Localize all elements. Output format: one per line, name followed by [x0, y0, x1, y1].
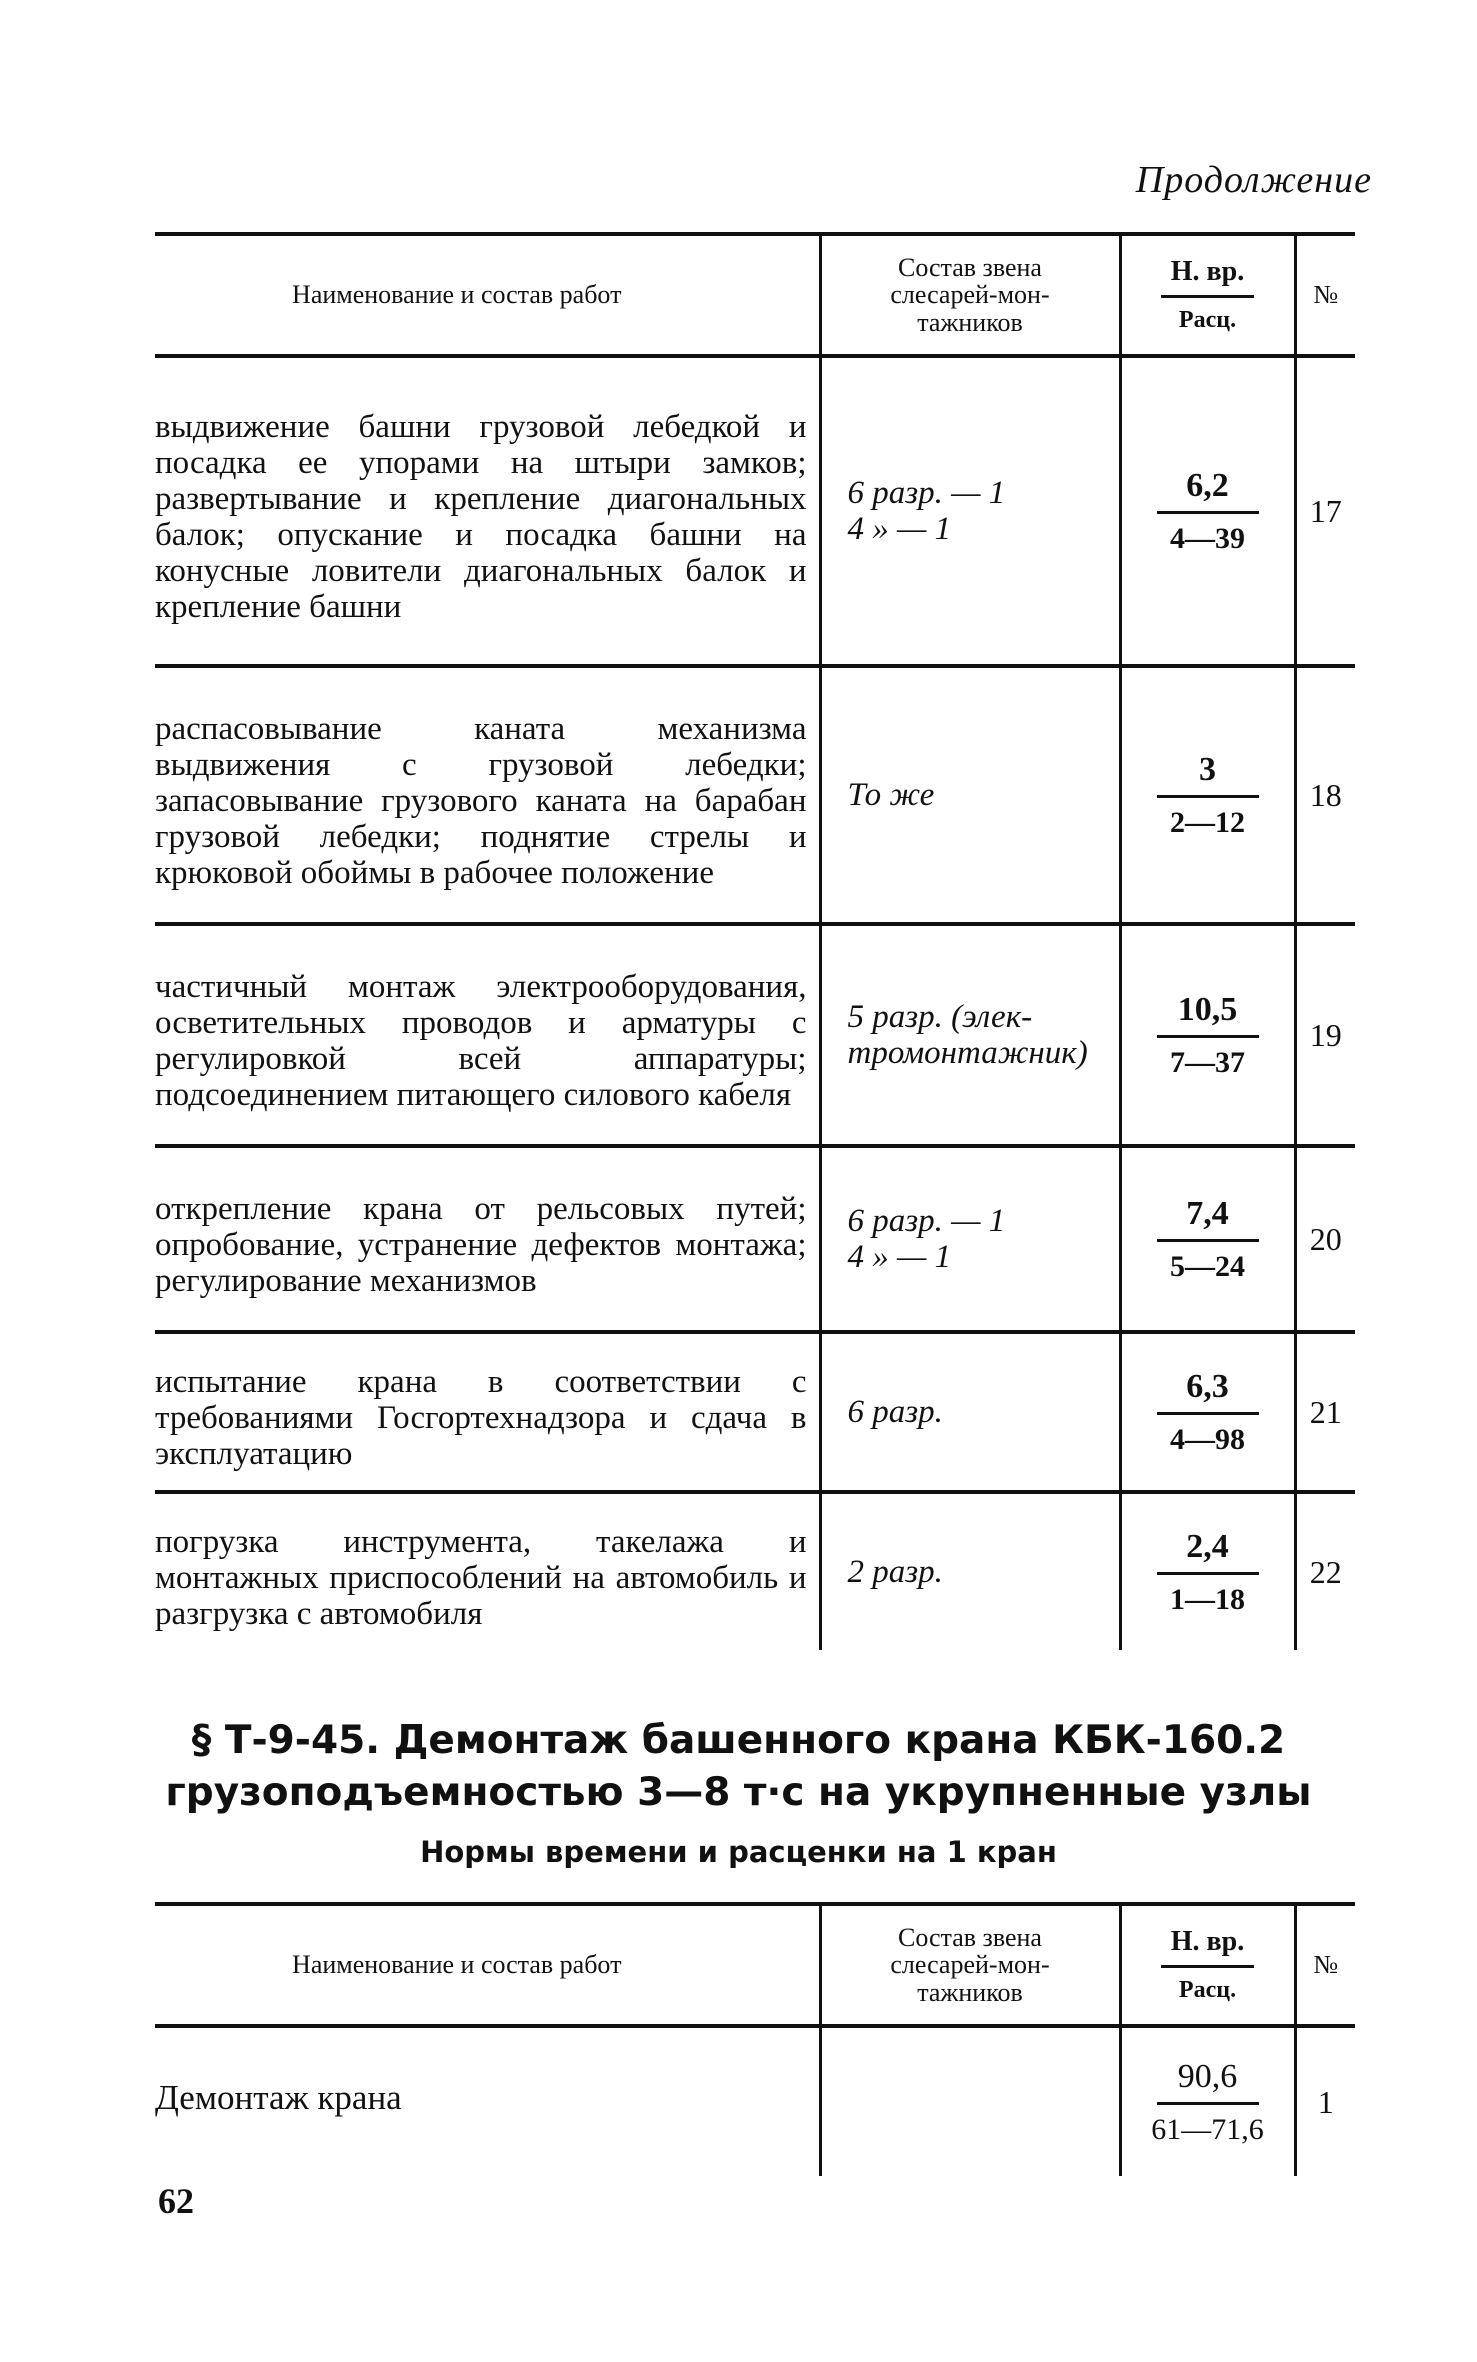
- row-number: 21: [1295, 1332, 1355, 1492]
- row-rate: 5—24: [1170, 1249, 1245, 1283]
- row-crew: [820, 666, 1120, 924]
- header-norm-time: Н. вр.: [1161, 257, 1254, 297]
- row-crew-line1: 5 разр. (элек-: [847, 999, 1033, 1035]
- header-norm: [1120, 234, 1295, 356]
- header-number: №: [1295, 234, 1355, 356]
- row-crew: [820, 1146, 1120, 1332]
- row-crew: [820, 356, 1120, 666]
- table-header-row: [155, 1904, 1355, 2026]
- row-number: 1: [1295, 2026, 1355, 2176]
- row-number: 18: [1295, 666, 1355, 924]
- row-crew: [820, 924, 1120, 1146]
- header-norm: [1120, 1904, 1295, 2026]
- header-crew-line2: слесарей-мон-: [890, 280, 1050, 310]
- row-time: 90,6: [1157, 2058, 1259, 2105]
- header-norm-rate: Расц.: [1178, 306, 1237, 333]
- row-crew-line1: 6 разр.: [847, 1394, 943, 1430]
- header-crew-line1: Состав звена: [898, 253, 1042, 283]
- row-crew-line2: 4 » — 1: [847, 1239, 952, 1275]
- header-crew-line3: тажников: [917, 1977, 1023, 2007]
- row-norm: [1120, 1146, 1295, 1332]
- row-norm: [1120, 1492, 1295, 1650]
- row-crew: [820, 1492, 1120, 1650]
- row-time: 6,2: [1157, 467, 1259, 514]
- header-norm-rate: Расц.: [1178, 1976, 1237, 2003]
- norms-table-dismantling: [155, 1902, 1355, 2176]
- row-crew-line2: тромонтажник): [847, 1035, 1088, 1071]
- section-title-line1: § Т-9-45. Демонтаж башенного крана КБК-160.2: [191, 1718, 1286, 1763]
- table-row: [155, 1332, 1355, 1492]
- table-row: [155, 924, 1355, 1146]
- row-work: распасовывание каната механизма выдвижения с грузовой лебедки; запасовывание грузового каната на барабан грузовой лебедки; поднятие стрелы и крюковой обоймы в рабочее положение: [155, 666, 820, 924]
- row-work: испытание крана в соответствии с требованиями Госгортехнадзора и сдача в эксплуатацию: [155, 1332, 820, 1492]
- row-rate: 61—71,6: [1151, 2112, 1264, 2146]
- header-crew: [820, 234, 1120, 356]
- row-work: открепление крана от рельсовых путей; опробование, устранение дефектов монтажа; регулирование механизмов: [155, 1146, 820, 1332]
- header-crew-line3: тажников: [917, 307, 1023, 337]
- section-title-line2: грузоподъемностью 3—8 т·с на укрупненные узлы: [165, 1770, 1312, 1815]
- row-number: 19: [1295, 924, 1355, 1146]
- row-rate: 7—37: [1170, 1045, 1245, 1079]
- norms-table-continued: [155, 232, 1355, 1650]
- row-rate: 4—98: [1170, 1422, 1245, 1456]
- header-work: Наименование и состав работ: [155, 234, 820, 356]
- row-norm: [1120, 356, 1295, 666]
- row-work: погрузка инструмента, такелажа и монтажных приспособлений на автомобиль и разгрузка с автомобиля: [155, 1524, 807, 1632]
- row-time: 2,4: [1157, 1528, 1259, 1575]
- row-crew-line1: То же: [847, 777, 935, 813]
- row-time: 10,5: [1157, 991, 1259, 1038]
- table-header-row: [155, 234, 1355, 356]
- row-crew-line1: 2 разр.: [847, 1554, 943, 1590]
- continuation-label: Продолжение: [1135, 159, 1372, 201]
- table-row: [155, 2026, 1355, 2176]
- row-time: 7,4: [1157, 1195, 1259, 1242]
- row-number: 22: [1295, 1492, 1355, 1650]
- header-norm-time: Н. вр.: [1161, 1927, 1254, 1967]
- row-crew-line2: 4 » — 1: [847, 511, 952, 547]
- header-work: Наименование и состав работ: [155, 1904, 820, 2026]
- row-norm: [1120, 2026, 1295, 2176]
- table-row: [155, 356, 1355, 666]
- row-work: Демонтаж крана: [155, 2078, 402, 2117]
- table-row: [155, 1492, 1355, 1650]
- row-rate: 4—39: [1170, 521, 1245, 555]
- section-subtitle: Нормы времени и расценки на 1 кран: [420, 1835, 1057, 1869]
- row-crew: [820, 2026, 1120, 2176]
- row-crew: [820, 1332, 1120, 1492]
- row-rate: 2—12: [1170, 805, 1245, 839]
- header-crew: [820, 1904, 1120, 2026]
- row-norm: [1120, 1332, 1295, 1492]
- row-work: выдвижение башни грузовой лебедкой и посадка ее упорами на штыри замков; развертывание и крепление диагональных балок; опускание и посадка башни на конусные ловители диагональных балок и крепление башни: [155, 356, 820, 666]
- row-crew-line1: 6 разр. — 1: [847, 1203, 1006, 1239]
- row-time: 6,3: [1157, 1368, 1259, 1415]
- page-number: 62: [158, 2181, 194, 2221]
- row-time: 3: [1157, 751, 1259, 798]
- header-crew-line2: слесарей-мон-: [890, 1950, 1050, 1980]
- row-number: 17: [1295, 356, 1355, 666]
- row-number: 20: [1295, 1146, 1355, 1332]
- section-title: [0, 1715, 1477, 1819]
- header-number: №: [1295, 1904, 1355, 2026]
- row-rate: 1—18: [1170, 1582, 1245, 1616]
- row-norm: [1120, 924, 1295, 1146]
- table-row: [155, 666, 1355, 924]
- row-crew-line1: 6 разр. — 1: [847, 475, 1006, 511]
- row-work: частичный монтаж электрооборудования, осветительных проводов и арматуры с регулировкой всей аппаратуры; подсоединением питающего силового кабеля: [155, 924, 820, 1146]
- table-row: [155, 1146, 1355, 1332]
- row-norm: [1120, 666, 1295, 924]
- header-crew-line1: Состав звена: [898, 1923, 1042, 1953]
